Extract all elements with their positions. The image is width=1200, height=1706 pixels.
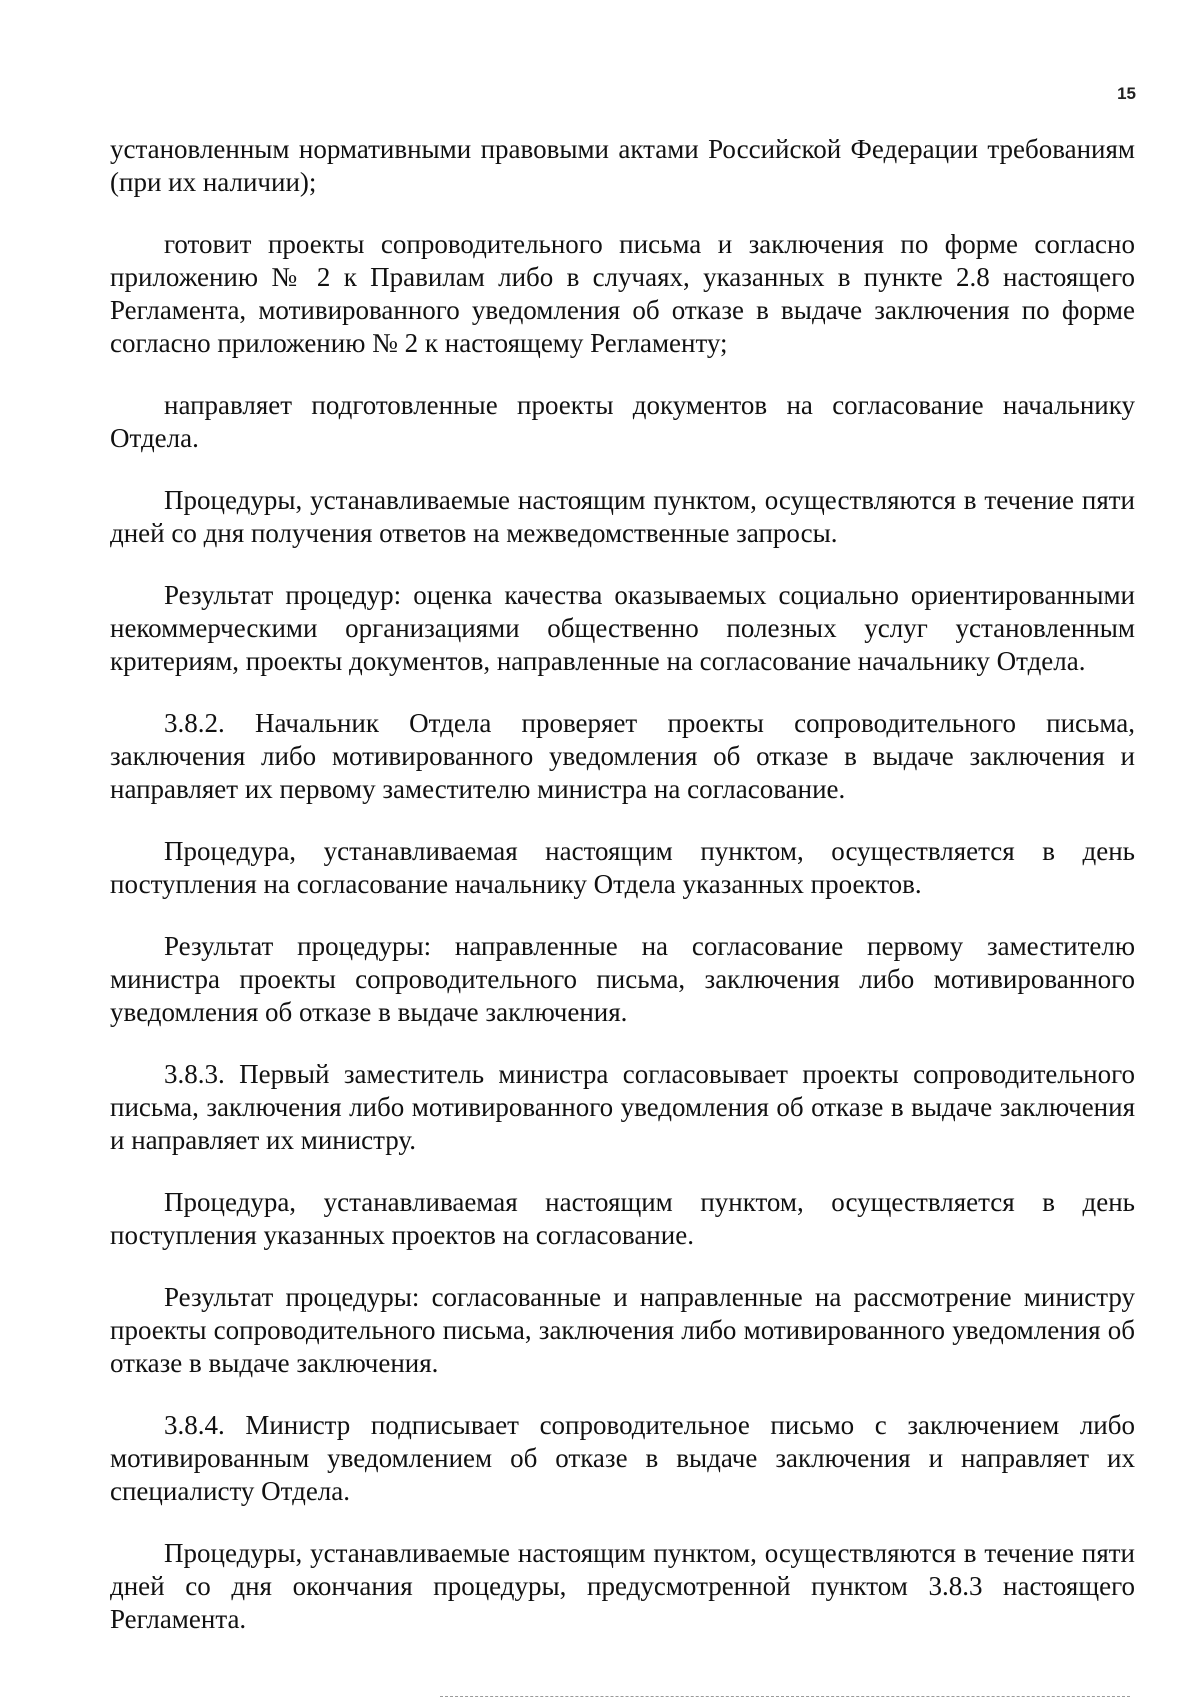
paragraph-2: готовит проекты сопроводительного письма и заключения по форме согласно приложению № 2 к Правилам либо в случаях, указанных в пункте 2.8 настоящего Регламента, мотивированного уведомления об отказе в выдаче заключения по форме согласно приложению № 2 к настоящему Регламенту;: [110, 229, 1135, 358]
paragraph-10: Процедура, устанавливаемая настоящим пунктом, осуществляется в день поступления указанных проектов на согласование.: [110, 1187, 1135, 1250]
page-number: 15: [1117, 84, 1136, 103]
paragraph-9: 3.8.3. Первый заместитель министра согласовывает проекты сопроводительного письма, заключения либо мотивированного уведомления об отказе в выдаче заключения и направляет их министру.: [110, 1059, 1135, 1155]
paragraph-13: Процедуры, устанавливаемые настоящим пунктом, осуществляются в течение пяти дней со дня окончания процедуры, предусмотренной пунктом 3.8.3 настоящего Регламента.: [110, 1538, 1135, 1634]
paragraph-8: Результат процедуры: направленные на согласование первому заместителю министра проекты сопроводительного письма, заключения либо мотивированного уведомления об отказе в выдаче заключения.: [110, 931, 1135, 1027]
document-body: [110, 133, 1135, 1665]
paragraph-12: 3.8.4. Министр подписывает сопроводительное письмо с заключением либо мотивированным уведомлением об отказе в выдаче заключения и направляет их специалисту Отдела.: [110, 1410, 1135, 1506]
paragraph-5: Результат процедур: оценка качества оказываемых социально ориентированными некоммерческими организациями общественно полезных услуг установленным критериям, проекты документов, направленные на согласование начальнику Отдела.: [110, 580, 1135, 676]
paragraph-6: 3.8.2. Начальник Отдела проверяет проекты сопроводительного письма, заключения либо мотивированного уведомления об отказе в выдаче заключения и направляет их первому заместителю министра на согласование.: [110, 708, 1135, 804]
page-bottom-divider: [440, 1696, 1130, 1697]
paragraph-4: Процедуры, устанавливаемые настоящим пунктом, осуществляются в течение пяти дней со дня получения ответов на межведомственные запросы.: [110, 485, 1135, 548]
paragraph-11: Результат процедуры: согласованные и направленные на рассмотрение министру проекты сопроводительного письма, заключения либо мотивированного уведомления об отказе в выдаче заключения.: [110, 1282, 1135, 1378]
paragraph-1: установленным нормативными правовыми актами Российской Федерации требованиям (при их наличии);: [110, 134, 1135, 197]
paragraph-7: Процедура, устанавливаемая настоящим пунктом, осуществляется в день поступления на согласование начальнику Отдела указанных проектов.: [110, 836, 1135, 899]
paragraph-3: направляет подготовленные проекты документов на согласование начальнику Отдела.: [110, 390, 1135, 453]
